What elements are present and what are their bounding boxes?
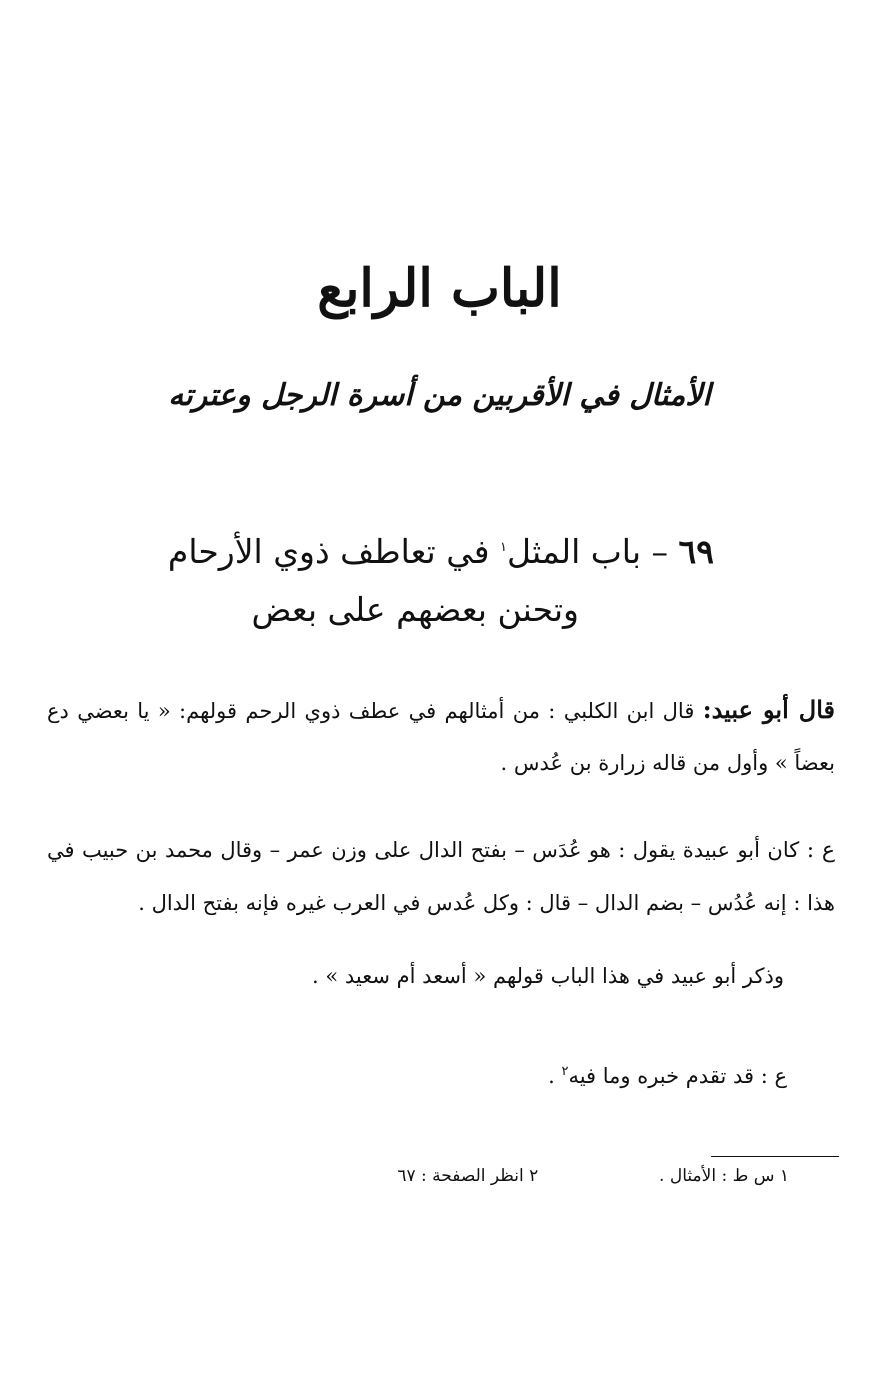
paragraph-2 xyxy=(47,824,835,929)
footnote-2: ٢ انظر الصفحة : ٦٧ xyxy=(397,1166,539,1186)
paragraph-4-text: قد تقدم خبره وما فيه xyxy=(568,1064,755,1088)
section-title-b: في تعاطف ذوي الأرحام xyxy=(167,532,490,571)
footnote-ref-2: ٢ xyxy=(561,1064,569,1079)
paragraph-2-text: كان أبو عبيدة يقول : هو عُدَس – بفتح الدال على وزن عمر – وقال محمد بن حبيب في هذا : إنه عُدُس – بضم الدال – قال : وكل عُدس في العرب غيره فإنه بفتح الدال . xyxy=(47,838,835,915)
speaker-label: قال أبو عبيد: xyxy=(702,695,835,724)
section-title-a: باب المثل xyxy=(507,532,642,571)
footnote-1: ١ س ط : الأمثال . xyxy=(659,1166,789,1186)
chapter-subtitle: الأمثال في الأقربين من أسرة الرجل وعترته xyxy=(168,378,711,413)
footnote-ref-1: ١ xyxy=(500,540,507,555)
section-dash: – xyxy=(651,532,669,571)
footnote-rule xyxy=(711,1156,839,1157)
comment-marker: ع : xyxy=(760,1064,787,1088)
footnotes xyxy=(397,1166,789,1186)
paragraph-4 xyxy=(548,1064,787,1088)
section-heading-line2: وتحنن بعضهم على بعض xyxy=(251,590,579,629)
comment-marker: ع : xyxy=(806,838,835,863)
section-number: ٦٩ xyxy=(678,532,714,571)
paragraph-1-text: قال ابن الكلبي : من أمثالهم في عطف ذوي الرحم قولهم: « يا بعضي دع بعضاً » وأول من قاله زرارة بن عُدس . xyxy=(47,699,835,775)
chapter-title: الباب الرابع xyxy=(317,258,562,319)
paragraph-4-end: . xyxy=(548,1064,562,1088)
section-heading-line1 xyxy=(168,532,714,571)
paragraph-1 xyxy=(47,684,835,789)
paragraph-3: وذكر أبو عبيد في هذا الباب قولهم « أسعد أم سعيد » . xyxy=(312,964,784,988)
